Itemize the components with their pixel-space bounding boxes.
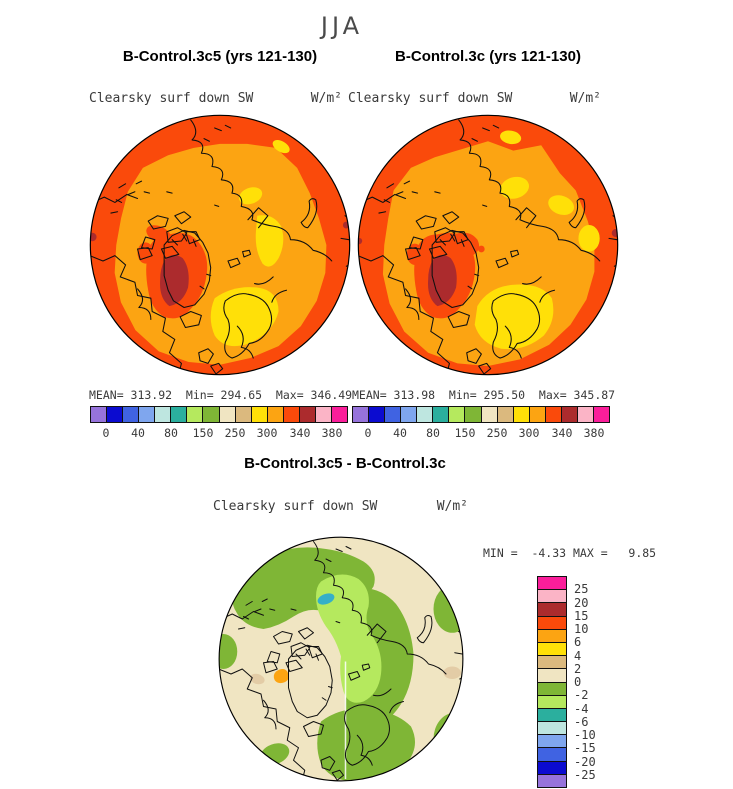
colorbar-segment <box>316 407 332 422</box>
colorbar-segment <box>578 407 594 422</box>
colorbar-segment <box>236 407 252 422</box>
colorbar-segment <box>482 407 498 422</box>
colorbar-segment <box>353 407 369 422</box>
colorbar-segment <box>433 407 449 422</box>
stats-line-right: MEAN= 313.98 Min= 295.50 Max= 345.87 <box>352 388 616 402</box>
colorbar-left-ticks <box>90 426 348 440</box>
tick-label: -2 <box>574 688 589 702</box>
tick-label: -10 <box>574 728 596 742</box>
colorbar-segment <box>123 407 139 422</box>
tick-label: 0 <box>102 426 110 440</box>
colorbar-segment <box>538 617 566 630</box>
units-label-right: W/m² <box>569 91 601 106</box>
colorbar-segment <box>538 748 566 761</box>
colorbar-segment <box>203 407 219 422</box>
tick-label: -15 <box>574 741 596 755</box>
colorbar-segment <box>538 775 566 787</box>
colorbar-segment <box>332 407 347 422</box>
tick-label: 380 <box>321 426 343 440</box>
colorbar-segment <box>538 656 566 669</box>
map-diff <box>216 534 466 784</box>
colorbar-segment <box>107 407 123 422</box>
pole-high-dot <box>478 246 485 253</box>
colorbar-segment <box>538 722 566 735</box>
tick-label: -20 <box>574 755 596 769</box>
colorbar-right-ticks <box>352 426 610 440</box>
colorbar-segment <box>139 407 155 422</box>
colorbar-segment <box>171 407 187 422</box>
colorbar-segment <box>401 407 417 422</box>
tick-label: 40 <box>131 426 145 440</box>
colorbar-segment <box>514 407 530 422</box>
colorbar-diff-labels <box>574 576 610 788</box>
colorbar-segment <box>538 643 566 656</box>
var-row-diff <box>213 499 468 514</box>
tick-label: 300 <box>256 426 278 440</box>
diff-green-patch <box>317 709 415 782</box>
panel-title-right: B-Control.3c (yrs 121-130) <box>395 48 581 65</box>
colorbar-segment <box>562 407 578 422</box>
tick-label: 40 <box>393 426 407 440</box>
tick-label: 250 <box>224 426 246 440</box>
diff-panel-title: B-Control.3c5 - B-Control.3c <box>244 455 446 472</box>
colorbar-segment <box>538 696 566 709</box>
tick-label: 80 <box>426 426 440 440</box>
colorbar-segment <box>538 603 566 616</box>
tick-label: -4 <box>574 702 589 716</box>
colorbar-segment <box>546 407 562 422</box>
maroon-speck <box>88 233 97 242</box>
colorbar-segment <box>538 630 566 643</box>
tick-label: 6 <box>574 635 582 649</box>
colorbar-segment <box>538 590 566 603</box>
tick-label: 2 <box>574 662 582 676</box>
colorbar-segment <box>369 407 385 422</box>
colorbar-segment <box>300 407 316 422</box>
colorbar-segment <box>155 407 171 422</box>
var-row-right <box>348 91 601 106</box>
colorbar-segment <box>538 683 566 696</box>
tick-label: 80 <box>164 426 178 440</box>
colorbar-segment <box>538 735 566 748</box>
tick-label: 0 <box>364 426 372 440</box>
tick-label: 150 <box>192 426 214 440</box>
colorbar-segment <box>417 407 433 422</box>
colorbar-segment <box>538 709 566 722</box>
colorbar-right <box>352 406 610 423</box>
tick-label: 340 <box>551 426 573 440</box>
colorbar-segment <box>220 407 236 422</box>
tick-label: -6 <box>574 715 589 729</box>
map-right <box>355 112 621 378</box>
variable-label-diff: Clearsky surf down SW <box>213 499 378 514</box>
colorbar-segment <box>530 407 546 422</box>
tick-label: 340 <box>289 426 311 440</box>
tick-label: 380 <box>583 426 605 440</box>
colorbar-left <box>90 406 348 423</box>
colorbar-segment <box>465 407 481 422</box>
var-row-left <box>89 91 342 106</box>
units-label-left: W/m² <box>310 91 342 106</box>
colorbar-segment <box>594 407 609 422</box>
tick-label: 0 <box>574 675 582 689</box>
colorbar-segment <box>538 762 566 775</box>
tick-label: 250 <box>486 426 508 440</box>
colorbar-diff <box>537 576 567 788</box>
colorbar-segment <box>252 407 268 422</box>
colorbar-segment <box>498 407 514 422</box>
colorbar-segment <box>449 407 465 422</box>
colorbar-segment <box>538 577 566 590</box>
colorbar-segment <box>91 407 107 422</box>
panel-title-left: B-Control.3c5 (yrs 121-130) <box>122 48 318 65</box>
tick-label: 15 <box>574 609 589 623</box>
tick-label: -25 <box>574 768 596 782</box>
yellow-contour-patch <box>578 225 599 252</box>
diff-minmax-line: MIN = -4.33 MAX = 9.85 <box>483 546 657 560</box>
colorbar-segment <box>385 407 401 422</box>
tick-label: 25 <box>574 582 589 596</box>
tan-patch <box>444 667 462 680</box>
colorbar-segment <box>284 407 300 422</box>
colorbar-segment <box>268 407 284 422</box>
map-left <box>87 112 353 378</box>
variable-label-left: Clearsky surf down SW <box>89 91 254 106</box>
maroon-speck <box>612 229 620 237</box>
tick-label: 300 <box>518 426 540 440</box>
tick-label: 4 <box>574 649 582 663</box>
units-label-diff: W/m² <box>436 499 468 514</box>
tick-label: 10 <box>574 622 589 636</box>
season-title: JJA <box>320 12 364 40</box>
variable-label-right: Clearsky surf down SW <box>348 91 513 106</box>
tick-label: 150 <box>454 426 476 440</box>
colorbar-segment <box>187 407 203 422</box>
stats-line-left: MEAN= 313.92 Min= 294.65 Max= 346.49 <box>89 388 353 402</box>
colorbar-segment <box>538 669 566 682</box>
tick-label: 20 <box>574 596 589 610</box>
